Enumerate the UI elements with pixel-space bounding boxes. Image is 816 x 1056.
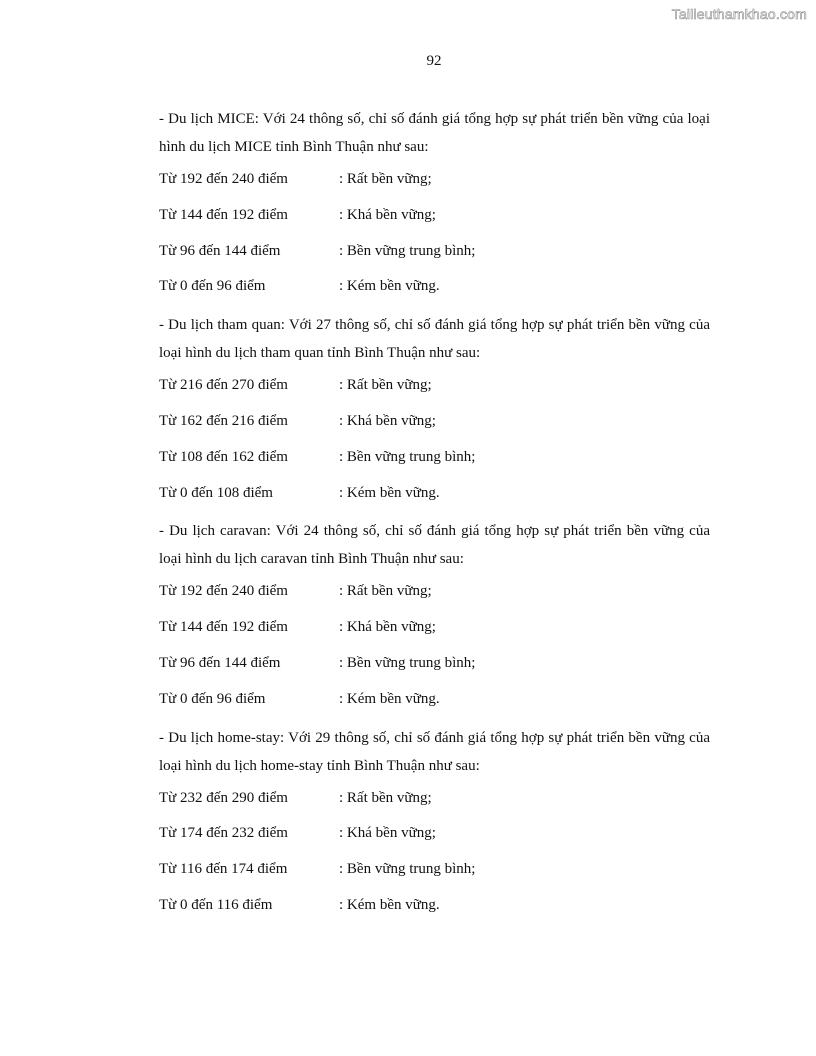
score-row [159,275,710,297]
sustainability-level: : Khá bền vững; [339,619,436,636]
sustainability-level: : Rất bền vững; [339,583,432,600]
score-row [159,858,710,880]
score-row [159,168,710,190]
score-row [159,787,710,809]
sustainability-level: : Rất bền vững; [339,377,432,394]
section-homestay [159,724,710,916]
sustainability-level: : Kém bền vững. [339,484,440,501]
score-row [159,240,710,262]
sustainability-level: : Khá bền vững; [339,412,436,429]
score-range: Từ 174 đến 232 điểm [159,825,288,842]
score-range: Từ 108 đến 162 điểm [159,448,288,465]
score-row [159,204,710,226]
section-intro: - Du lịch caravan: Với 24 thông số, chỉ số đánh giá tổng hợp sự phát triển bền vững của loại hình du lịch caravan tỉnh Bình Thuận như sau: [159,523,710,568]
score-range: Từ 96 đến 144 điểm [159,654,281,671]
sustainability-level: : Kém bền vững. [339,690,440,707]
score-row [159,894,710,916]
sustainability-level: : Rất bền vững; [339,789,432,806]
score-range: Từ 144 đến 192 điểm [159,206,288,223]
sustainability-level: : Bền vững trung bình; [339,861,476,878]
section-intro: - Du lịch tham quan: Với 27 thông số, chỉ số đánh giá tổng hợp sự phát triển bền vững của loại hình du lịch tham quan tỉnh Bình Thuận như sau: [159,317,710,362]
sustainability-level: : Kém bền vững. [339,896,440,913]
score-row [159,410,710,432]
score-range: Từ 0 đến 116 điểm [159,896,273,913]
sustainability-level: : Bền vững trung bình; [339,242,476,259]
sustainability-level: : Khá bền vững; [339,825,436,842]
score-range: Từ 0 đến 96 điểm [159,690,266,707]
score-range: Từ 216 đến 270 điểm [159,377,288,394]
sustainability-level: : Kém bền vững. [339,278,440,295]
sustainability-level: : Rất bền vững; [339,171,432,187]
sustainability-level: : Bền vững trung bình; [339,448,476,465]
score-range: Từ 162 đến 216 điểm [159,412,288,429]
score-row [159,580,710,602]
document-body [159,105,710,930]
section-sightseeing [159,311,710,503]
page-number: 92 [426,53,442,69]
score-row [159,822,710,844]
section-caravan [159,517,710,709]
score-range: Từ 192 đến 240 điểm [159,583,288,600]
section-intro: - Du lịch MICE: Với 24 thông số, chỉ số đánh giá tổng hợp sự phát triển bền vững của loại hình du lịch MICE tỉnh Bình Thuận như sau: [159,111,710,155]
score-range: Từ 0 đến 108 điểm [159,484,273,501]
score-range: Từ 232 đến 290 điểm [159,789,288,806]
section-intro: - Du lịch home-stay: Với 29 thông số, chỉ số đánh giá tổng hợp sự phát triển bền vững của loại hình du lịch home-stay tỉnh Bình Thuận như sau: [159,729,710,774]
watermark: Tailieuthamkhao.com [671,6,807,22]
sustainability-level: : Khá bền vững; [339,206,436,223]
score-range: Từ 192 đến 240 điểm [159,171,288,187]
sustainability-level: : Bền vững trung bình; [339,654,476,671]
section-mice [159,105,710,297]
score-range: Từ 0 đến 96 điểm [159,278,266,295]
score-range: Từ 144 đến 192 điểm [159,619,288,636]
score-row [159,652,710,674]
score-row [159,446,710,468]
score-row [159,374,710,396]
score-row [159,616,710,638]
score-range: Từ 96 đến 144 điểm [159,242,281,259]
score-row [159,688,710,710]
score-range: Từ 116 đến 174 điểm [159,861,288,878]
score-row [159,482,710,504]
